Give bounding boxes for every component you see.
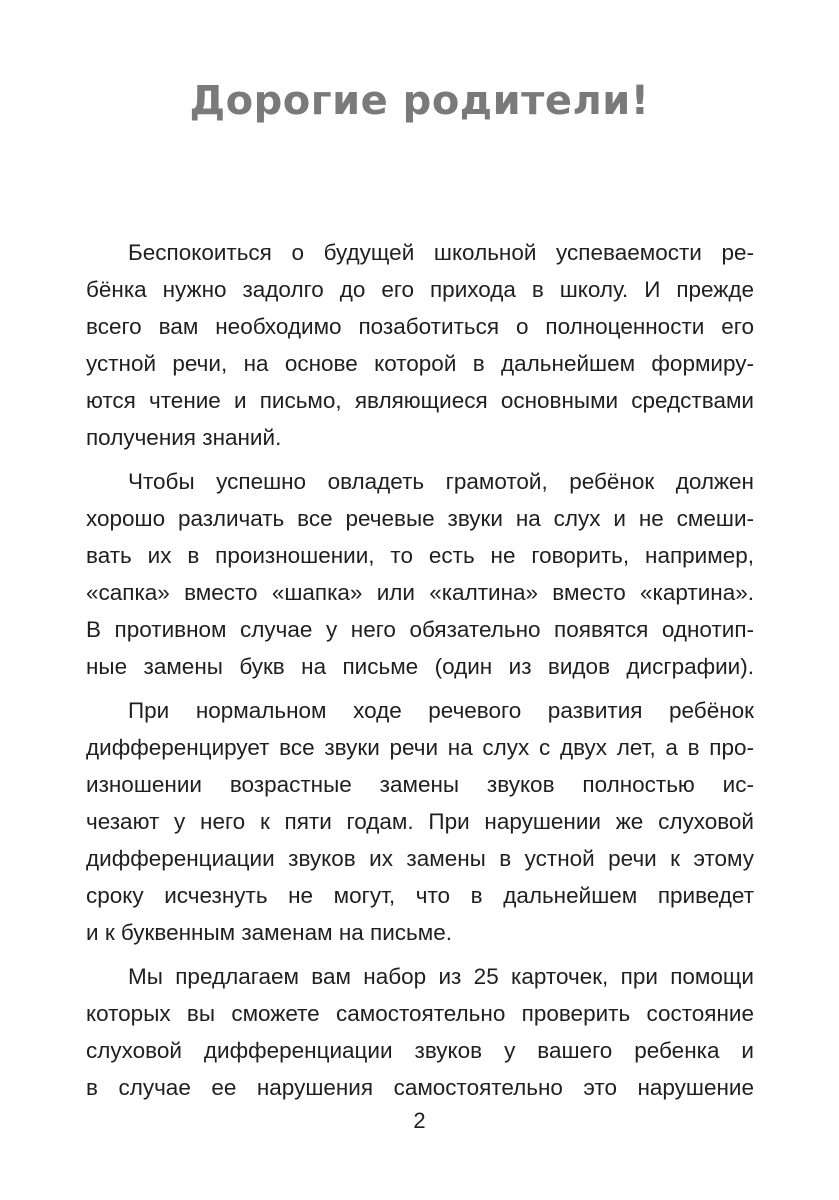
text-line: дифференцирует все звуки речи на слух с двух лет, а в про-: [86, 735, 754, 760]
text-line: Чтобы успешно овладеть грамотой, ребёнок должен: [128, 469, 754, 494]
text-line: устной речи, на основе которой в дальнейшем формиру-: [86, 351, 754, 376]
text-line: вать их в произношении, то есть не говорить, например,: [86, 543, 754, 568]
text-line: которых вы сможете самостоятельно проверить состояние: [86, 1001, 754, 1026]
paragraph: [86, 958, 754, 1106]
text-line: «сапка» вместо «шапка» или «калтина» вместо «картина».: [86, 580, 754, 605]
text-line: и к буквенным заменам на письме.: [86, 920, 452, 945]
text-line: ются чтение и письмо, являющиеся основными средствами: [86, 388, 754, 413]
text-line: дифференциации звуков их замены в устной речи к этому: [86, 846, 754, 871]
text-line: хорошо различать все речевые звуки на слух и не смеши-: [86, 506, 754, 531]
text-line: При нормальном ходе речевого развития ребёнок: [128, 698, 754, 723]
text-line: изношении возрастные замены звуков полностью ис-: [86, 772, 754, 797]
page-number: 2: [413, 1108, 426, 1133]
paragraph: [86, 234, 754, 456]
text-line: получения знаний.: [86, 425, 282, 450]
text-line: всего вам необходимо позаботиться о полноценности его: [86, 314, 754, 339]
text-line: Беспокоиться о будущей школьной успеваемости ре-: [128, 240, 754, 265]
text-line: ные замены букв на письме (один из видов дисграфии).: [86, 654, 754, 679]
paragraph: [86, 692, 754, 951]
text-line: слуховой дифференциации звуков у вашего ребенка и: [86, 1038, 754, 1063]
text-line: Мы предлагаем вам набор из 25 карточек, при помощи: [128, 964, 754, 989]
page-title: Дорогие родители!: [189, 78, 650, 124]
text-line: в случае ее нарушения самостоятельно это нарушение: [86, 1075, 754, 1100]
body-text: [86, 234, 754, 1106]
text-line: В противном случае у него обязательно появятся однотип-: [86, 617, 754, 642]
text-line: чезают у него к пяти годам. При нарушении же слуховой: [86, 809, 754, 834]
text-line: бёнка нужно задолго до его прихода в школу. И прежде: [86, 277, 754, 302]
paragraph: [86, 463, 754, 685]
text-line: сроку исчезнуть не могут, что в дальнейшем приведет: [86, 883, 754, 908]
